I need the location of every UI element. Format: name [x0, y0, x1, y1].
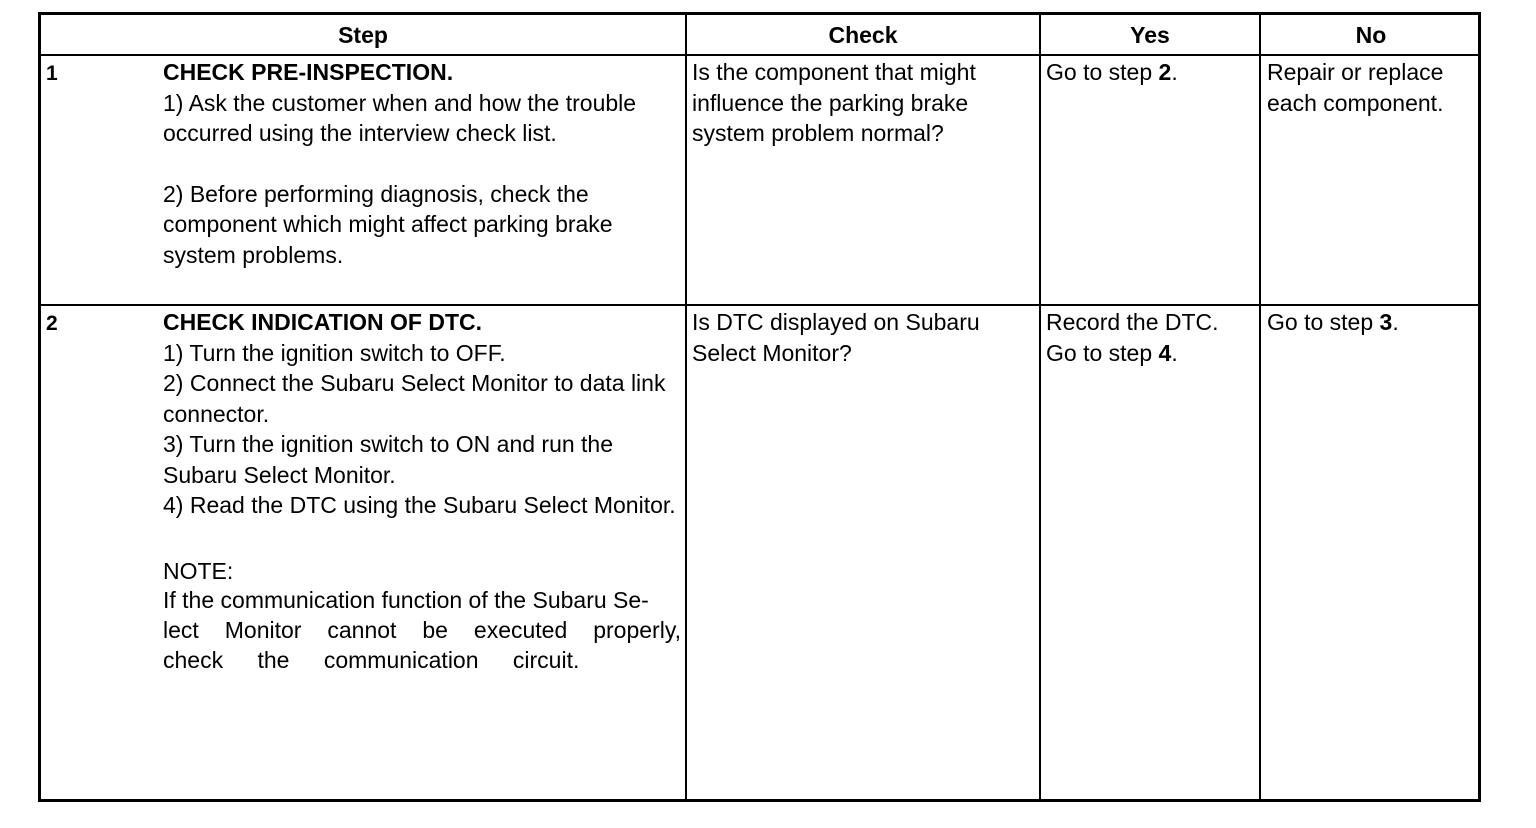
no-action: Repair or replace each component.: [1267, 59, 1444, 116]
note-text: check the communication circuit.: [163, 646, 580, 673]
substep: 1) Ask the customer when and how the trouble occurred using the interview check list.: [163, 89, 637, 146]
step-reference: 2: [1158, 59, 1172, 85]
step-description: [163, 307, 681, 675]
check-question: Is DTC displayed on Subaru Select Monitor?: [692, 309, 980, 366]
step-description: [163, 57, 681, 270]
step-reference: 3: [1379, 309, 1393, 335]
column-divider: [1039, 15, 1041, 799]
step-title: CHECK PRE-INSPECTION.: [163, 59, 454, 85]
column-divider: [685, 15, 687, 799]
step-number: 2: [46, 312, 58, 335]
column-divider: [1259, 15, 1261, 799]
no-action: Go to step 3.: [1267, 309, 1399, 335]
row-divider: [41, 304, 1478, 306]
substep: 1) Turn the ignition switch to OFF.: [163, 339, 506, 366]
header-check: Check: [828, 22, 898, 48]
step-title: CHECK INDICATION OF DTC.: [163, 309, 483, 335]
header-yes: Yes: [1130, 22, 1170, 48]
substep: 3) Turn the ignition switch to ON and run the Subaru Select Monitor.: [163, 431, 614, 488]
note-label: NOTE:: [163, 557, 234, 584]
header-no: No: [1355, 22, 1387, 48]
header-step: Step: [338, 22, 388, 48]
note-text: If the communication function of the Subaru Se-: [163, 586, 649, 613]
yes-action: Go to step 2.: [1046, 59, 1178, 85]
diagnostic-table: [38, 12, 1481, 802]
check-question: Is the component that might influence the parking brake system problem normal?: [692, 59, 976, 146]
substep: 4) Read the DTC using the Subaru Select Monitor.: [163, 492, 676, 518]
note-text: lect Monitor cannot be executed properly,: [163, 616, 681, 643]
step-reference: 4: [1158, 339, 1172, 366]
substep: 2) Before performing diagnosis, check the component which might affect parking brake system problems.: [163, 180, 613, 268]
substep: 2) Connect the Subaru Select Monitor to data link connector.: [163, 370, 666, 427]
step-number: 1: [46, 62, 58, 85]
yes-action: Record the DTC. Go to step 4.: [1046, 309, 1219, 366]
